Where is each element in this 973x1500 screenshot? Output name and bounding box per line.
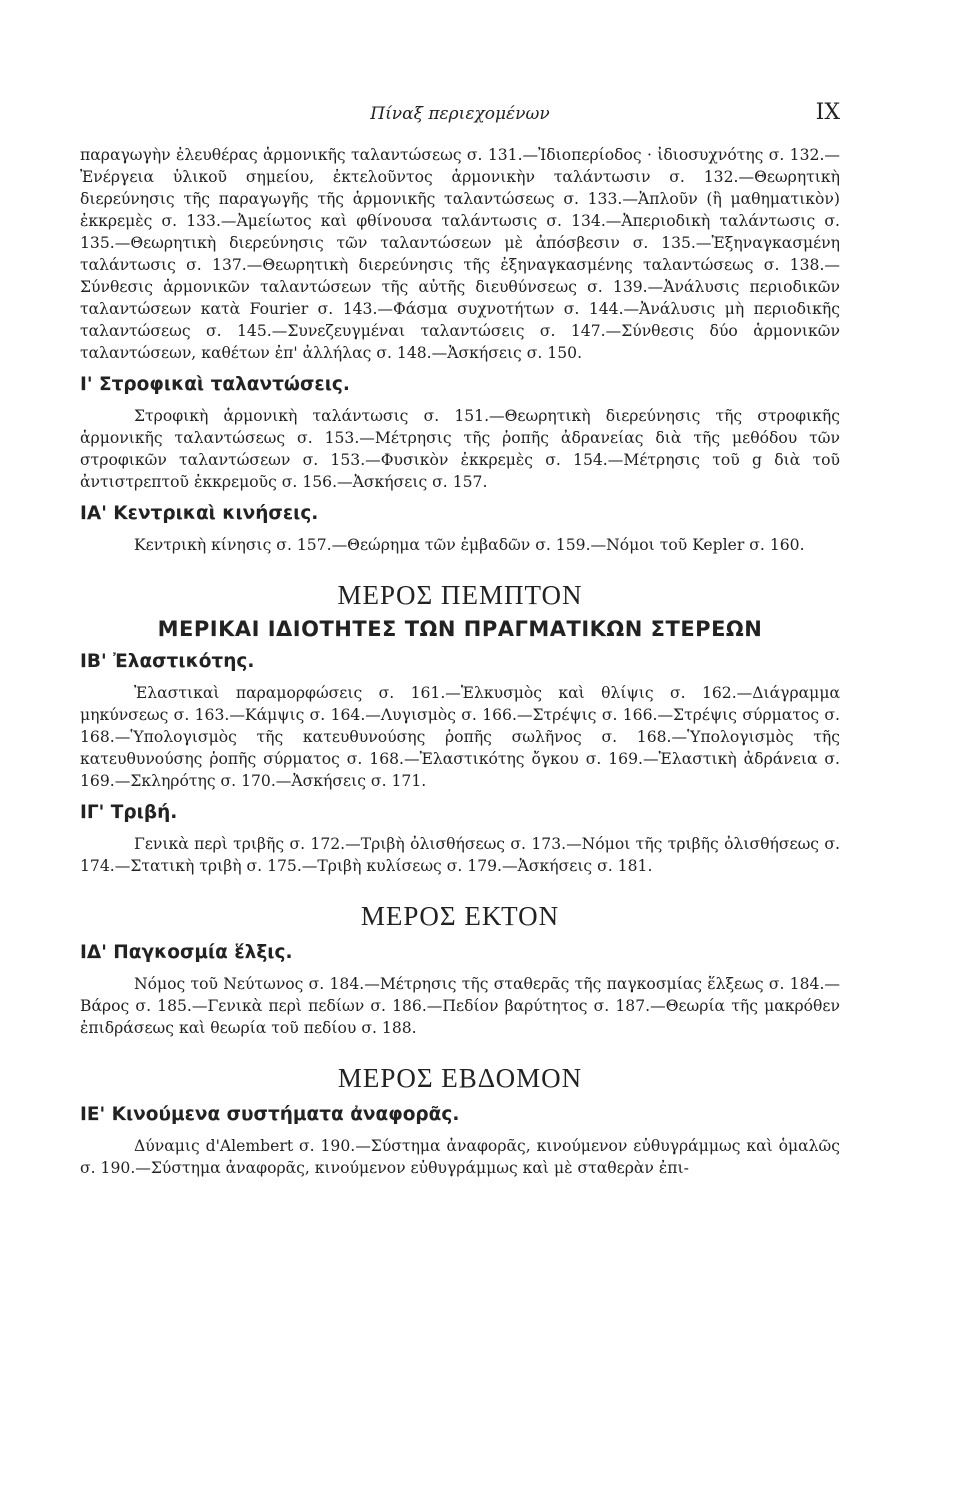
part-title-seven: ΜΕΡΟΣ ΕΒΔΟΜΟΝ [337, 1063, 583, 1093]
running-head [80, 100, 840, 134]
chapter-heading-14: ΙΔ' Παγκοσμία ἕλξις. [80, 942, 293, 963]
chapter-heading-10: Ι' Στροφικαὶ ταλαντώσεις. [80, 374, 350, 395]
page [80, 100, 840, 1179]
chapter-heading-11: ΙΑ' Κεντρικαὶ κινήσεις. [80, 503, 319, 524]
page-number: IX [815, 100, 840, 125]
toc-entry-chapter-11: Κεντρικὴ κίνησις σ. 157.—Θεώρημα τῶν ἐμβαδῶν σ. 159.—Νόμοι τοῦ Kepler σ. 160. [134, 536, 805, 554]
chapter-heading-13: ΙΓ' Τριβή. [80, 802, 178, 823]
toc-entry-chapter-13: Γενικὰ περὶ τριβῆς σ. 172.—Τριβὴ ὀλισθήσεως σ. 173.—Νόμοι τῆς τριβῆς ὀλισθήσεως σ. 174.—Στατικὴ τριβὴ σ. 175.—Τριβὴ κυλίσεως σ. 179.—Ἀσκήσεις σ. 181. [80, 835, 840, 875]
toc-entry-chapter-12: Ἐλαστικαὶ παραμορφώσεις σ. 161.—Ἑλκυσμὸς καὶ θλίψις σ. 162.—Διάγραμμα μηκύνσεως σ. 163.—Κάμψις σ. 164.—Λυγισμὸς σ. 166.—Στρέψις σ. 166.—Στρέψις σύρματος σ. 168.—Ὑπολογισμὸς τῆς κατευθυνούσης ῥοπῆς σωλῆνος σ. 168.—Ὑπολογισμὸς τῆς κατευθυνούσης ῥοπῆς σύρματος σ. 168.—Ἐλαστικότης ὄγκου σ. 169.—Ἐλαστικὴ ἀδράνεια σ. 169.—Σκληρότης σ. 170.—Ἀσκήσεις σ. 171. [80, 684, 840, 790]
running-title: Πίναξ περιεχομένων [370, 104, 550, 124]
toc-entry-chapter-10: Στροφικὴ ἁρμονικὴ ταλάντωσις σ. 151.—Θεωρητικὴ διερεύνησις τῆς στροφικῆς ἁρμονικῆς ταλαντώσεως σ. 153.—Μέτρησις τῆς ῥοπῆς ἀδρανείας διὰ τῆς μεθόδου τῶν στροφικῶν ταλαντώσεων σ. 153.—Φυσικὸν ἐκκρεμὲς σ. 154.—Μέτρησις τοῦ g διὰ τοῦ ἀντιστρεπτοῦ ἐκκρεμοῦς σ. 156.—Ἀσκήσεις σ. 157. [80, 407, 840, 491]
toc-entry-chapter-14: Νόμος τοῦ Νεύτωνος σ. 184.—Μέτρησις τῆς σταθερᾶς τῆς παγκοσμίας ἕλξεως σ. 184.—Βάρος σ. 185.—Γενικὰ περὶ πεδίων σ. 186.—Πεδίον βαρύτητος σ. 187.—Θεωρία τῆς μακρόθεν ἐπιδράσεως καὶ θεωρία τοῦ πεδίου σ. 188. [80, 975, 840, 1037]
chapter-heading-12: ΙΒ' Ἐλαστικότης. [80, 651, 255, 672]
part-title-six: ΜΕΡΟΣ ΕΚΤΟΝ [360, 901, 560, 931]
toc-entry-continuation: παραγωγὴν ἐλευθέρας ἁρμονικῆς ταλαντώσεως σ. 131.—Ἰδιοπερίοδος · ἰδιοσυχνότης σ. 132.—Ἐνέργεια ὑλικοῦ σημείου, ἐκτελοῦντος ἁρμονικὴν ταλάντωσιν σ. 132.—Θεωρητικὴ διερεύνησις τῆς παραγωγῆς τῆς ἁρμονικῆς ταλαντώσεως σ. 133.—Ἁπλοῦν (ἢ μαθηματικὸν) ἐκκρεμὲς σ. 133.—Ἀμείωτος καὶ φθίνουσα ταλάντωσις σ. 134.—Ἀπεριοδικὴ ταλάντωσις σ. 135.—Θεωρητικὴ διερεύνησις τῶν ταλαντώσεων μὲ ἀπόσβεσιν σ. 135.—Ἐξηναγκασμένη ταλάντωσις σ. 137.—Θεωρητικὴ διερεύνησις τῆς ἐξηναγκασμένης ταλαντώσεως σ. 138.—Σύνθεσις ἁρμονικῶν ταλαντώσεων τῆς αὐτῆς διευθύνσεως σ. 139.—Ἀνάλυσις περιοδικῶν ταλαντώσεων κατὰ Fourier σ. 143.—Φάσμα συχνοτήτων σ. 144.—Ἀνάλυσις μὴ περιοδικῆς ταλαντώσεως σ. 145.—Συνεζευγμέναι ταλαντώσεις σ. 147.—Σύνθεσις δύο ἁρμονικῶν ταλαντώσεων, καθέτων ἐπ' ἀλλήλας σ. 148.—Ἀσκήσεις σ. 150. [80, 146, 840, 362]
part-title-five: ΜΕΡΟΣ ΠΕΜΠΤΟΝ [337, 580, 583, 610]
part-subtitle-five: ΜΕΡΙΚΑΙ ΙΔΙΟΤΗΤΕΣ ΤΩΝ ΠΡΑΓΜΑΤΙΚΩΝ ΣΤΕΡΕΩΝ [157, 617, 763, 641]
toc-entry-chapter-15: Δύναμις d'Alembert σ. 190.—Σύστημα ἀναφορᾶς, κινούμενον εὐθυγράμμως καὶ ὁμαλῶς σ. 190.—Σύστημα ἀναφορᾶς, κινούμενον εὐθυγράμμως καὶ μὲ σταθερὰν ἐπι- [80, 1137, 840, 1177]
chapter-heading-15: ΙΕ' Κινούμενα συστήματα ἀναφορᾶς. [80, 1104, 460, 1125]
